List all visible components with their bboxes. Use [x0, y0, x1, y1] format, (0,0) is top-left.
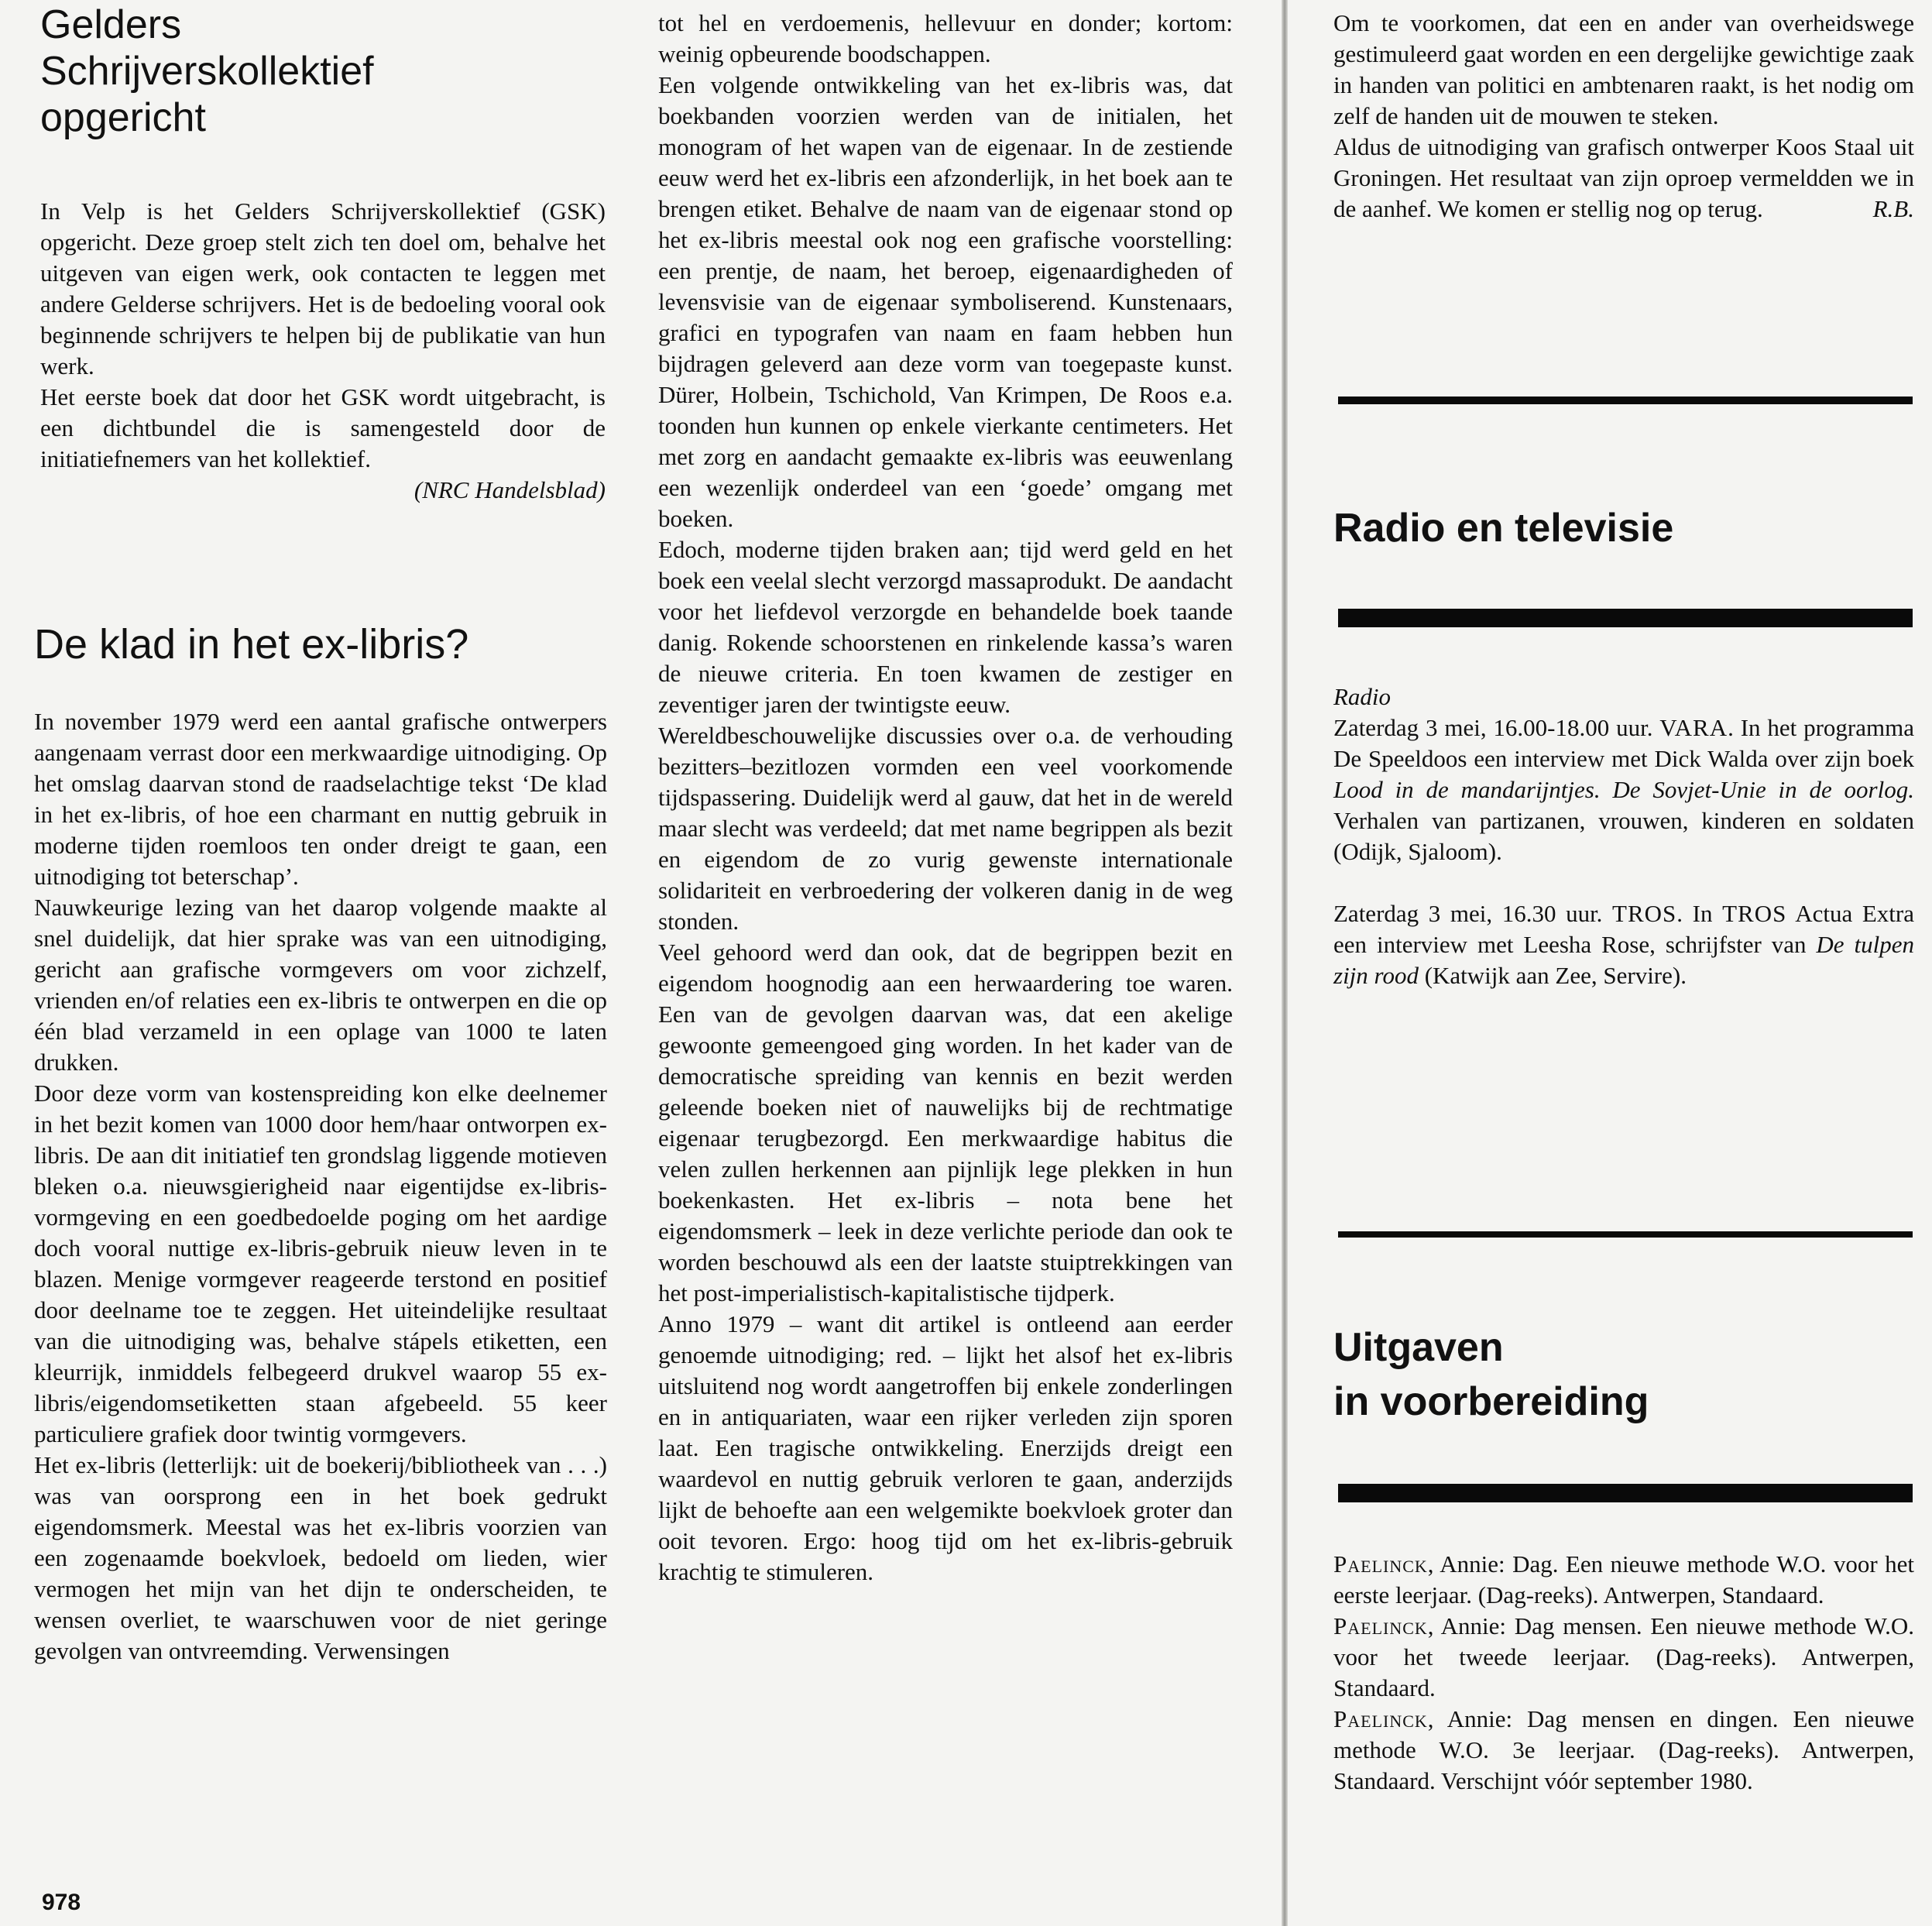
radio-listings: [1333, 681, 1914, 991]
klad-paragraph: Een volgende ontwikkeling van het ex-libris was, dat boekbanden voorzien werden van de initialen, het monogram of het wapen van de eigenaar. In de zestiende eeuw werd het ex-libris een afzonderlijk, in het boek aan te brengen etiket. Behalve de naam van de eigenaar stond op het ex-libris meestal ook nog een grafische voorstelling: een prentje, de naam, het beroep, eigenaardigheden of levensvisie van de eigenaar symboliserend. Kunstenaars, grafici en typografen van naam en faam hebben hun bijdragen geleverd aan deze vorm van toegepaste kunst. Dürer, Holbein, Tschichold, Van Krimpen, De Roos e.a. toonden hun kunnen op enkele vierkante centimeters. Het met zorg en aandacht gemaakte ex-libris was eeuwenlang een wezenlijk onderdeel van een ‘goede’ omgang met boeken.: [658, 71, 1233, 532]
author-signature: R.B.: [1872, 195, 1914, 222]
klad-heading: De klad in het ex-libris?: [34, 621, 469, 668]
section-divider: [1338, 1484, 1913, 1502]
klad-article-continued: [658, 8, 1233, 1588]
section-divider: [1338, 609, 1913, 627]
gelders-paragraph: Het eerste boek dat door het GSK wordt uitgebracht, is een dichtbundel die is samengesteld door de initiatiefnemers van het kollektief.: [40, 383, 606, 472]
klad-paragraph: [1333, 132, 1914, 225]
klad-paragraph: Edoch, moderne tijden braken aan; tijd werd geld en het boek een veelal slecht verzorgd massaprodukt. De aandacht voor het liefdevol verzorgde en behandelde boek taande danig. Rokende schoorstenen en rinkelende kassa’s waren de nieuwe criteria. En toen kwamen de zestiger en zeventiger jaren der twintigste eeuw.: [658, 536, 1233, 718]
klad-paragraph: tot hel en verdoemenis, hellevuur en donder; kortom: weinig opbeurende boodschappen.: [658, 9, 1233, 67]
klad-paragraph: Het ex-libris (letterlijk: uit de boekerij/bibliotheek van . . .) was van oorsprong een in het boek gedrukt eigendomsmerk. Meestal was het ex-libris voorzien van een zogenaamde boekvloek, bedoeld om lieden, wier vermogen het mijn van het dijn te onderscheiden, te wensen overliet, te waarschuwen voor de niet geringe gevolgen van ontvreemding. Verwensingen: [34, 1451, 607, 1664]
klad-article-ending: [1333, 8, 1914, 225]
radio-item: Zaterdag 3 mei, 16.30 uur. TROS. In TROS Actua Extra een interview met Leesha Rose, schrijfster van De tulpen zijn rood (Katwijk aan Zee, Servire).: [1333, 900, 1914, 989]
list-item: Paelinck, Annie: Dag mensen en dingen. Een nieuwe methode W.O. 3e leerjaar. (Dag-reeks). Antwerpen, Standaard. Verschijnt vóór september 1980.: [1333, 1705, 1914, 1794]
uitgaven-heading: Uitgaven in voorbereiding: [1333, 1325, 1649, 1424]
radio-label: Radio: [1333, 683, 1392, 710]
section-divider: [1338, 1231, 1913, 1238]
klad-paragraph: Door deze vorm van kostenspreiding kon elke deelnemer in het bezit komen van 1000 door hem/haar ontworpen ex-libris. De aan dit initiatief ten grondslag liggende motieven bleken o.a. nieuwsgierigheid naar eigentijdse ex-libris-vormgeving en een goedbedoelde poging om het aardige doch vooral nuttige ex-libris-gebruik nieuw leven in te blazen. Menige vormgever reageerde terstond en positief door deelname toe te zeggen. Het uiteindelijke resultaat van die uitnodiging was, behalve stápels etiketten, een kleurrijk, inmiddels felbegeerd drukvel waarop 55 ex-libris/eigendomsetiketten staan afgebeeld. 55 keer particuliere grafiek door twintig vormgevers.: [34, 1080, 607, 1447]
klad-paragraph: Nauwkeurige lezing van het daarop volgende maakte al snel duidelijk, dat hier sprake was van een uitnodiging, gericht aan grafische vormgevers om voor zichzelf, vrienden en/of relaties een ex-libris te ontwerpen en die op één blad verzameld in een oplage van 1000 te laten drukken.: [34, 894, 607, 1076]
uitgaven-list: [1333, 1549, 1914, 1797]
klad-article: [34, 706, 607, 1667]
gelders-source: (NRC Handelsblad): [414, 476, 606, 503]
radio-heading: Radio en televisie: [1333, 506, 1674, 551]
page-fold: [1282, 0, 1288, 1926]
klad-text: Aldus de uitnodiging van grafisch ontwerper Koos Staal uit Groningen. Het resultaat van zijn oproep vermeldden we in de aanhef. We komen er stellig nog op terug.: [1333, 133, 1914, 222]
radio-item: Zaterdag 3 mei, 16.00-18.00 uur. VARA. In het programma De Speeldoos een interview met Dick Walda over zijn boek Lood in de mandarijntjes. De Sovjet-Unie in de oorlog. Verhalen van partizanen, vrouwen, kinderen en soldaten (Odijk, Sjaloom).: [1333, 714, 1914, 865]
list-item: Paelinck, Annie: Dag mensen. Een nieuwe methode W.O. voor het tweede leerjaar. (Dag-reeks). Antwerpen, Standaard.: [1333, 1612, 1914, 1701]
list-item: Paelinck, Annie: Dag. Een nieuwe methode W.O. voor het eerste leerjaar. (Dag-reeks). Antwerpen, Standaard.: [1333, 1550, 1914, 1608]
klad-paragraph: Wereldbeschouwelijke discussies over o.a. de verhouding bezitters–bezitlozen vormden een veel voorkomende tijdspassering. Duidelijk werd al gauw, dat het in de wereld maar slecht was verdeeld; dat met name begrippen als bezit en eigendom de zo vurig gewenste internationale solidariteit en verbroedering der volkeren danig in de weg stonden.: [658, 722, 1233, 935]
gelders-article: [40, 196, 606, 506]
gelders-paragraph: In Velp is het Gelders Schrijverskollektief (GSK) opgericht. Deze groep stelt zich ten doel om, behalve het uitgeven van eigen werk, ook contacten te leggen met andere Gelderse schrijvers. Het is de bedoeling vooral ook beginnende schrijvers te helpen bij de publikatie van hun werk.: [40, 197, 606, 379]
gelders-heading: Gelders Schrijverskollektief opgericht: [40, 2, 374, 140]
klad-paragraph: In november 1979 werd een aantal grafische ontwerpers aangenaam verrast door een merkwaardige uitnodiging. Op het omslag daarvan stond de raadselachtige tekst ‘De klad in het ex-libris, of hoe een charmant en nuttig gebruik in moderne tijden roemloos ten onder dreigt te gaan, een uitnodiging tot beterschap’.: [34, 708, 607, 890]
klad-paragraph: Anno 1979 – want dit artikel is ontleend aan eerder genoemde uitnodiging; red. – lijkt het alsof het ex-libris uitsluitend nog wordt aangetroffen bij enkele zonderlingen en in antiquariaten, waar een rijker verleden zijn sporen laat. Een tragische ontwikkeling. Enerzijds dreigt een waardevol en nuttig gebruik verloren te gaan, anderzijds lijkt de behoefte aan een welgemikte boekvloek groter dan ooit tevoren. Ergo: hoog tijd om het ex-libris-gebruik krachtig te stimuleren.: [658, 1310, 1233, 1585]
klad-paragraph: Om te voorkomen, dat een en ander van overheidswege gestimuleerd gaat worden en een dergelijke gewichtige zaak in handen van politici en ambtenaren raakt, is het nodig om zelf de handen uit de mouwen te steken.: [1333, 9, 1914, 129]
section-divider: [1338, 397, 1913, 404]
page-number: 978: [42, 1890, 81, 1915]
klad-paragraph: Veel gehoord werd dan ook, dat de begrippen bezit en eigendom hoognodig aan een herwaardering toe waren. Een van de gevolgen daarvan was, dat een akelige gewoonte gemeengoed ging worden. In het kader van de democratische spreiding van kennis en bezit werden geleende boeken niet of nauwelijks bij de rechtmatige eigenaar terugbezorgd. Een merkwaardige habitus die velen zullen herkennen aan pijnlijk lege plekken in hun boekenkasten. Het ex-libris – nota bene het eigendomsmerk – leek in deze verlichte periode dan ook te worden beschouwd als een der laatste stuiptrekkingen van het post-imperialistisch-kapitalistische tijdperk.: [658, 939, 1233, 1306]
